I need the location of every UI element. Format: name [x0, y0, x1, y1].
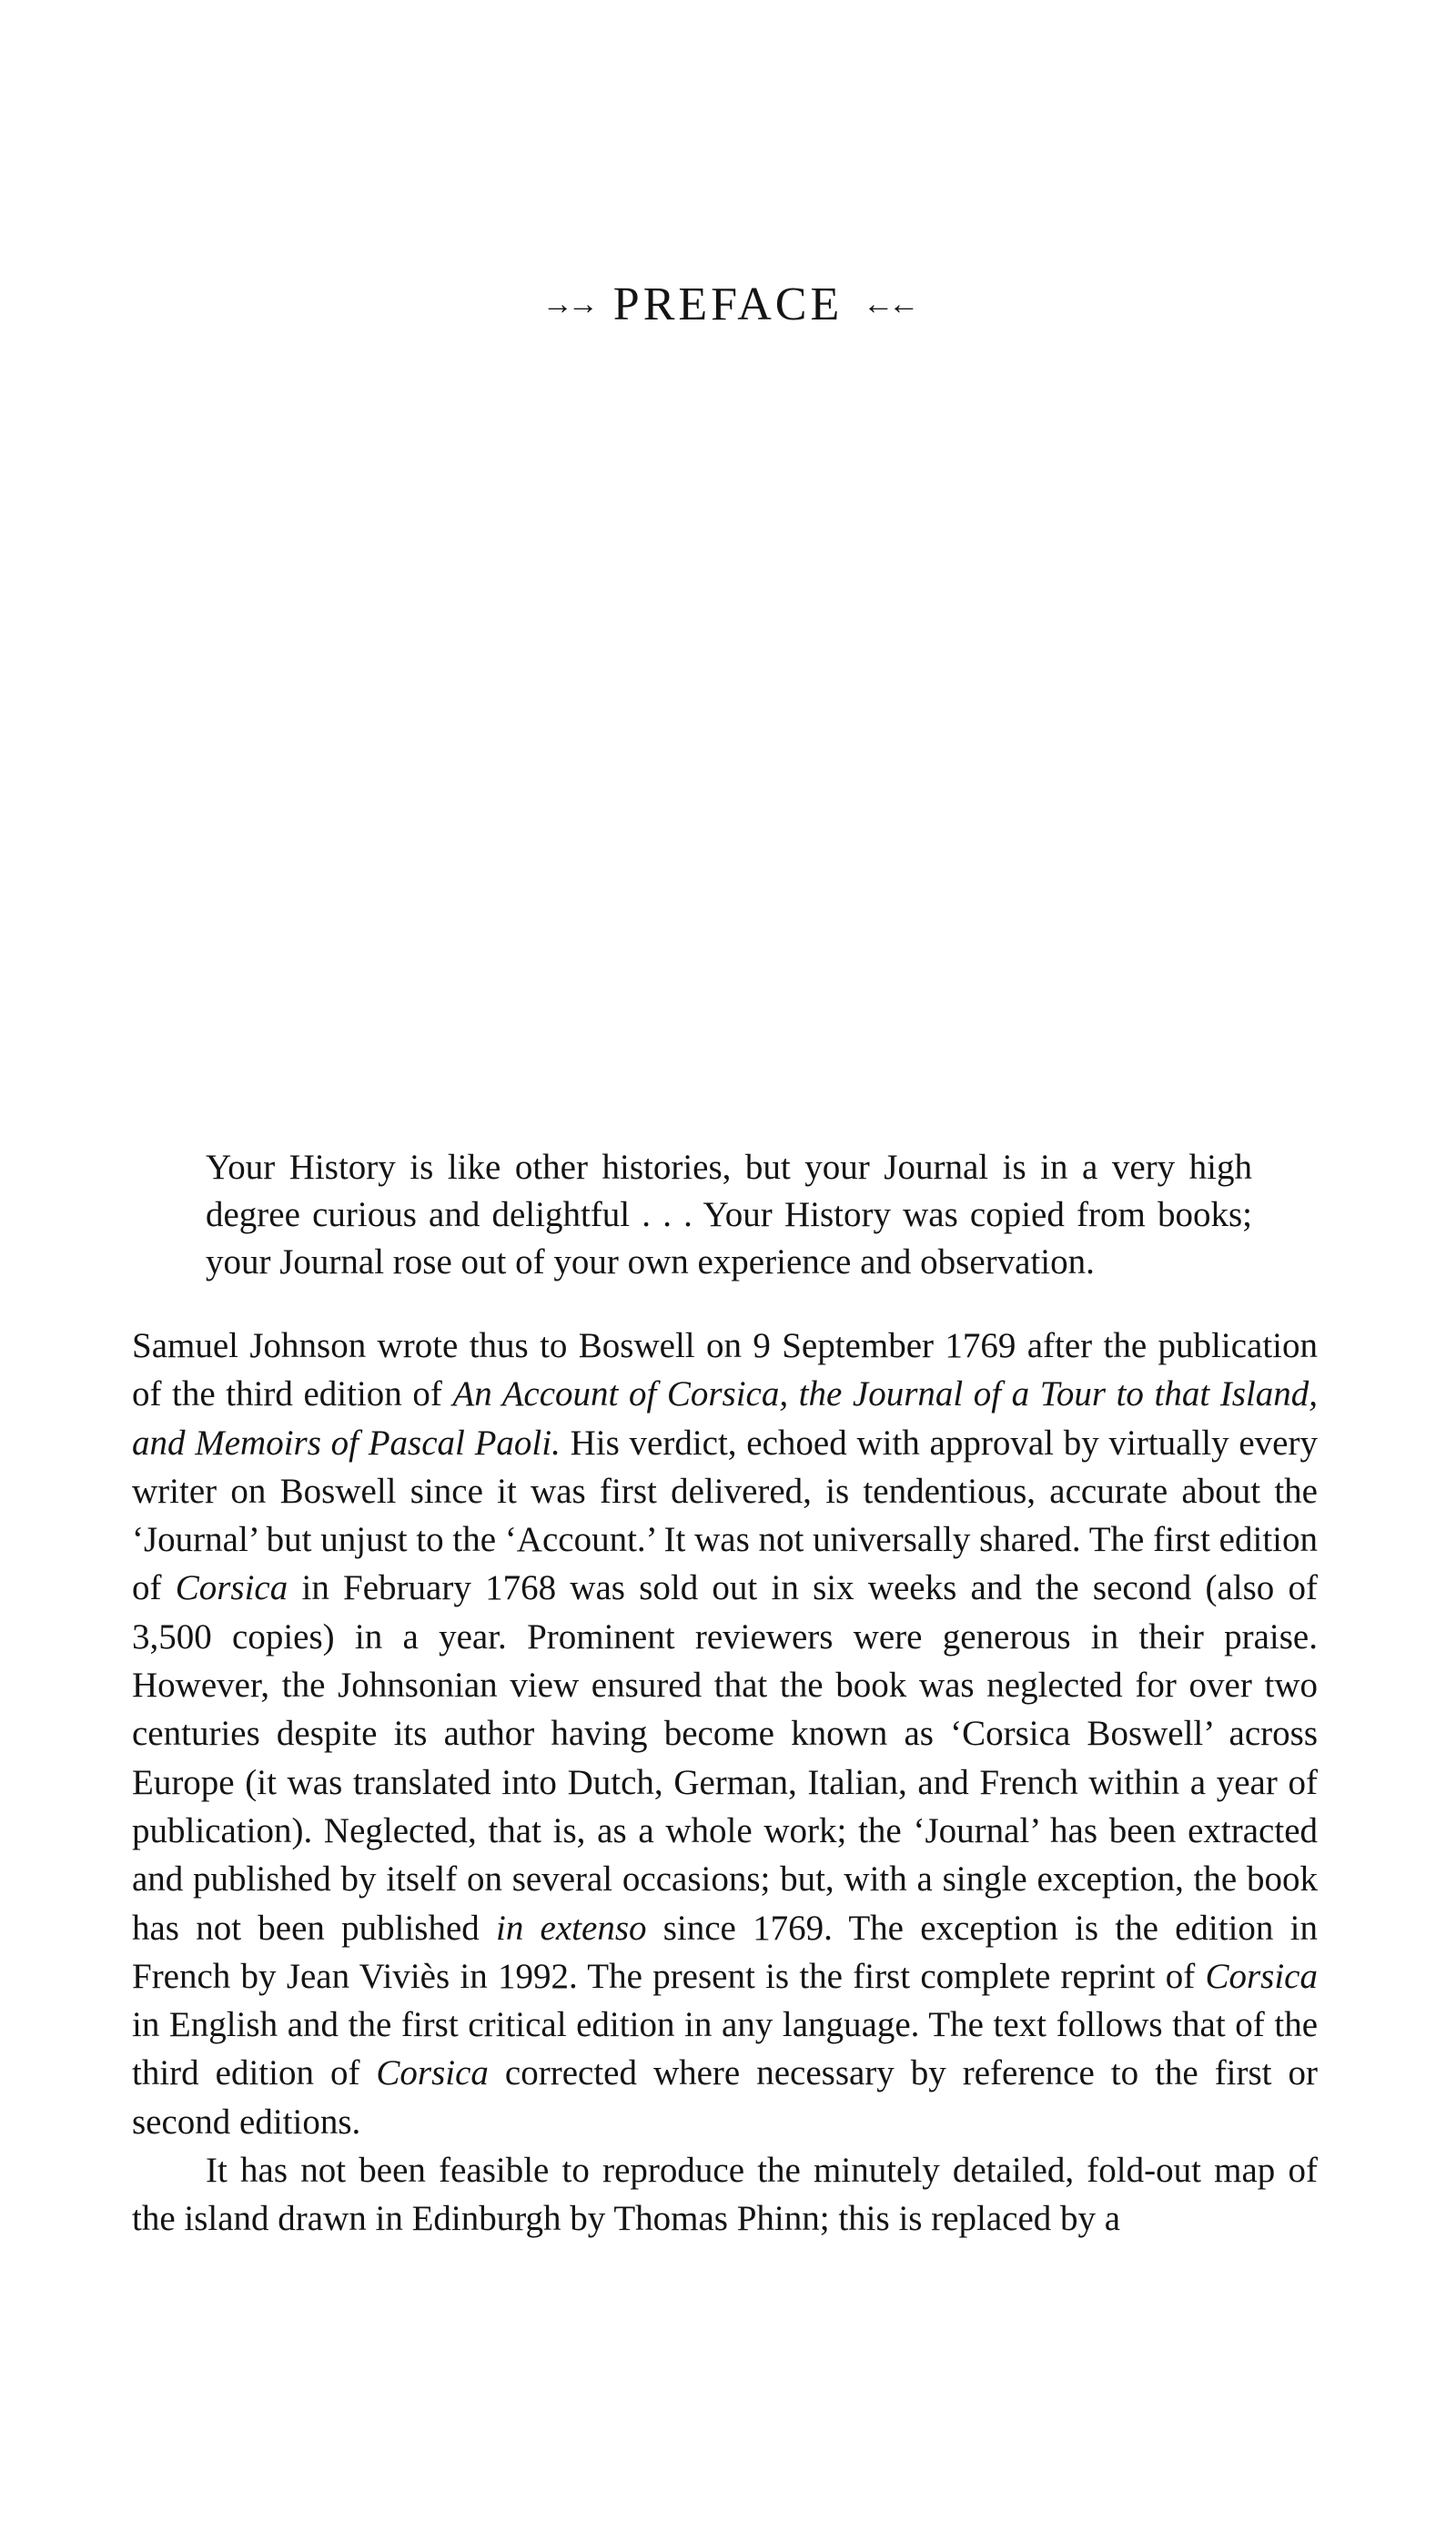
paragraph-1-segment: corrected where necessary by reference to the first or second editions. — [132, 2053, 1318, 2142]
epigraph-quote: Your History is like other histories, but your Journal is in a very high degree curious and delightful . . . Your History was copied from books; your Journal rose out of your own experience and observation. — [206, 1148, 1252, 1282]
latin-phrase-italic: in extenso — [496, 1908, 647, 1948]
book-title-italic: Corsica — [175, 1568, 288, 1608]
book-title-italic: An Account of Corsica, the Journal of a Tour to that Island, and Memoirs of Pascal Paoli. — [132, 1374, 1318, 1463]
paragraph-1-segment: in February 1768 was sold out in six weeks and the second (also of 3,500 copies) in a year. Prominent reviewers were generous in their praise. However, the Johnsonian view ensured that the book was neglected for over two centuries despite its author having become known as ‘Corsica Boswell’ across Europe (it was translated into Dutch, German, Italian, and French within a year of publication). Neglected, that is, as a whole work; the ‘Journal’ has been extracted and published by itself on several occasions; but, with a single exception, the book has not been published — [132, 1568, 1318, 1948]
paragraph-2: It has not been feasible to reproduce the minutely detailed, fold-out map of the island drawn in Edinburgh by Thomas Phinn; this is replaced by a — [132, 2151, 1318, 2239]
paragraph-1 — [132, 1322, 1318, 2146]
chapter-title: PREFACE — [612, 279, 844, 330]
book-title-italic: Corsica — [1205, 1956, 1318, 1996]
paragraph-1-segment: in English and the first critical edition in any language. The text follows that of the third edition of — [132, 2005, 1318, 2093]
book-title-italic: Corsica — [376, 2053, 489, 2093]
paragraph-1-segment: Samuel Johnson wrote thus to Boswell on 9 September 1769 after the publication of the third edition of — [132, 1326, 1318, 1414]
left-ornament-icon: →→ — [541, 288, 593, 322]
chapter-heading — [0, 273, 1456, 340]
body-text — [132, 1322, 1318, 2244]
paragraph-1-segment: His verdict, echoed with approval by virtually every writer on Boswell since it was first delivered, is tendentious, accurate about the ‘Journal’ but unjust to the ‘Account.’ It was not universally shared. The first edition of — [132, 1423, 1318, 1608]
paragraph-1-segment: since 1769. The exception is the edition in French by Jean Viviès in 1992. The present is the first complete reprint of — [132, 1908, 1318, 1996]
right-ornament-icon: ←← — [863, 288, 915, 322]
